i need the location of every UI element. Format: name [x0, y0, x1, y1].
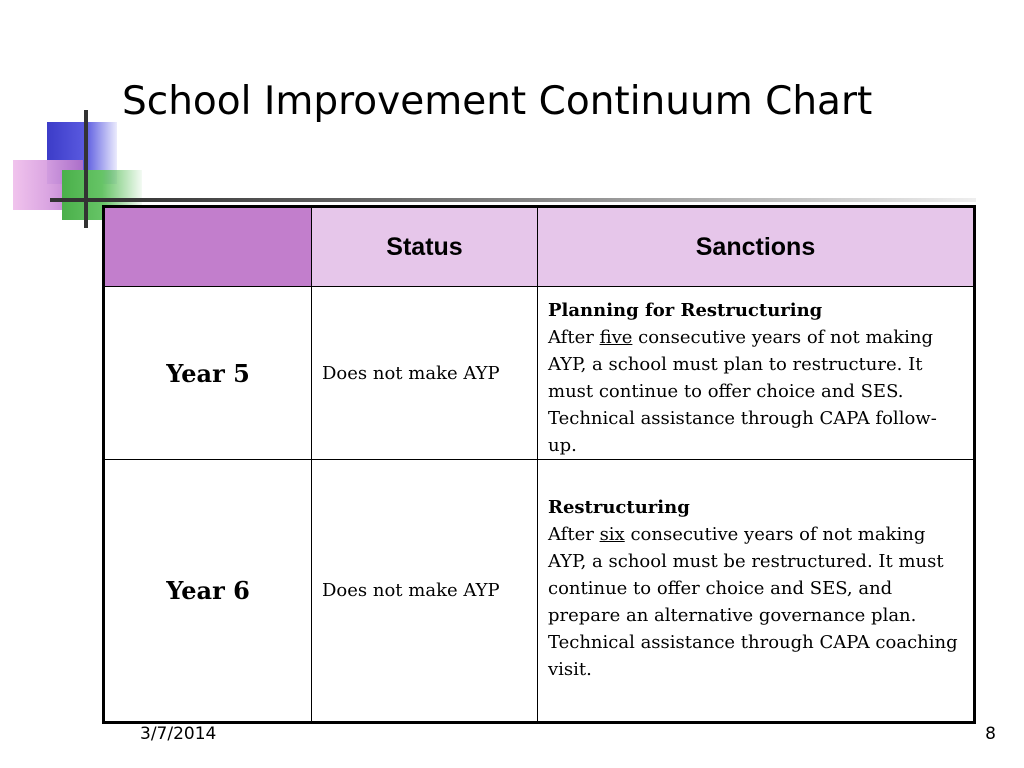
sanction-emphasis: five: [599, 327, 633, 348]
sanction-text-rest: consecutive years of not making AYP, a school must plan to restructure. It must continue to offer choice and SES. Technical assistance through CAPA follow-up.: [548, 327, 937, 456]
footer-date: 3/7/2014: [140, 724, 217, 744]
vertical-line-decoration: [84, 110, 88, 228]
year-label: Year 6: [104, 460, 312, 723]
header-status: Status: [312, 207, 538, 287]
table-row: [104, 460, 975, 723]
header-corner-cell: [104, 207, 312, 287]
status-cell: Does not make AYP: [312, 287, 538, 460]
table-header-row: [104, 207, 975, 287]
table-row: [104, 287, 975, 460]
page-number: 8: [985, 724, 996, 744]
year-label: Year 5: [104, 287, 312, 460]
sanctions-cell: [538, 460, 975, 723]
sanction-title: Restructuring: [548, 497, 690, 518]
header-sanctions: Sanctions: [538, 207, 975, 287]
horizontal-line-decoration: [50, 198, 110, 202]
slide-title: School Improvement Continuum Chart: [122, 79, 873, 124]
sanction-emphasis: six: [599, 524, 625, 545]
sanction-title: Planning for Restructuring: [548, 300, 823, 321]
status-cell: Does not make AYP: [312, 460, 538, 723]
sanctions-cell: [538, 287, 975, 460]
sanction-text-start: After: [548, 327, 600, 348]
sanction-text-start: After: [548, 524, 600, 545]
continuum-table: [102, 205, 976, 724]
title-underline-rule: [108, 198, 976, 202]
sanction-text-rest: consecutive years of not making AYP, a school must be restructured. It must continue to offer choice and SES, and prepare an alternative governance plan. Technical assistance through CAPA coaching visit.: [548, 524, 958, 680]
